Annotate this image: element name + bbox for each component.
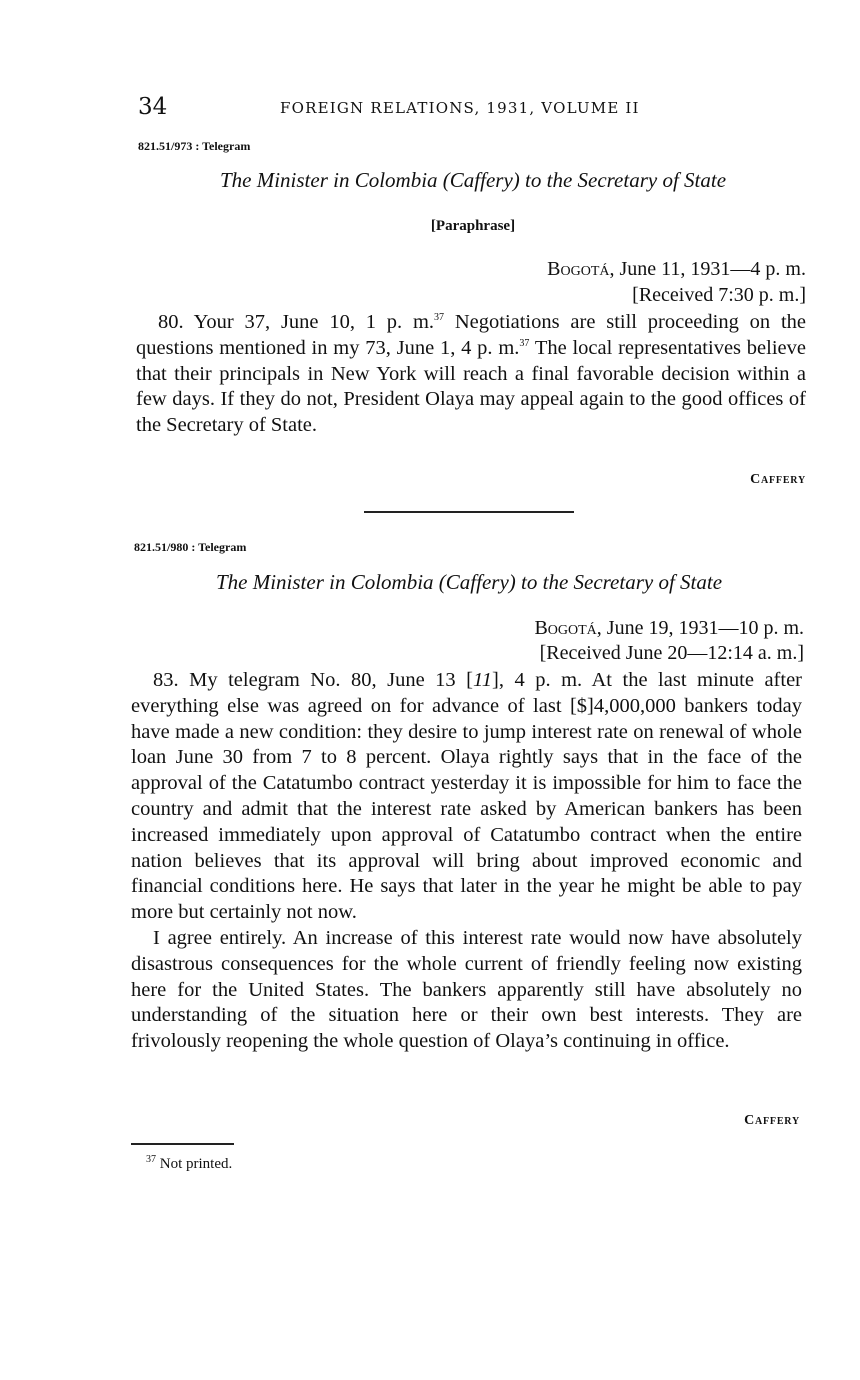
footnote-ref: 37 xyxy=(519,337,530,349)
doc1-file-number: 821.51/973 : Telegram xyxy=(138,139,251,153)
doc2-signature xyxy=(134,1113,800,1129)
doc2-paragraph-2: I agree entirely. An increase of this interest rate would now have absolutely disastrous consequences for the whole current of friendly feeling now existing here for the United States. The bankers apparently still have absolutely no understanding of the situation here or their own best interests. They are frivolously reopening the whole question of Olaya’s continuing in office. xyxy=(131,926,802,1053)
doc1-paraphrase-label: [Paraphrase] xyxy=(430,218,516,234)
doc2-received: [Received June 20—12:14 a. m.] xyxy=(539,642,804,664)
doc1-dateline-place: Bogotá, xyxy=(547,258,615,280)
doc1-dateline-date: June 11, 1931—4 p. m. xyxy=(619,258,806,280)
doc2-para1-part-a: 83. My telegram No. 80, June 13 [ xyxy=(153,669,474,691)
doc1-body-part-c: The local representatives believe that their principals in New York will reach a final favorable decision within a few days. If they do not, President Olaya may appeal again to the good offices of the Secretary of State. xyxy=(136,336,806,437)
doc1-body-part-b: Negotiations are still proceeding on the questions mentioned in my 73, June 1, 4 p. m. xyxy=(136,311,806,359)
footnote-text: Not printed. xyxy=(156,1156,233,1172)
doc2-title: The Minister in Colombia (Caffery) to the Secretary of State xyxy=(215,570,723,594)
doc1-paragraph xyxy=(136,310,806,439)
doc2-paragraph-1 xyxy=(131,668,802,926)
footnote-rule xyxy=(131,1143,234,1145)
doc1-dateline xyxy=(138,256,806,282)
doc1-signature xyxy=(138,472,806,488)
page-number: 34 xyxy=(138,94,168,120)
doc1-received: [Received 7:30 p. m.] xyxy=(632,284,806,306)
footnote-marker: 37 xyxy=(146,1154,156,1165)
doc2-file-number: 821.51/980 : Telegram xyxy=(134,540,247,554)
doc2-signature-text: Caffery xyxy=(744,1113,800,1128)
footnote-37 xyxy=(146,1156,232,1173)
doc1-signature-text: Caffery xyxy=(750,472,806,487)
doc2-para1-italic: 11 xyxy=(473,669,492,691)
doc2-body xyxy=(131,668,802,1055)
running-head: FOREIGN RELATIONS, 1931, VOLUME II xyxy=(280,99,640,117)
doc2-dateline xyxy=(134,615,804,641)
doc2-dateline-date: June 19, 1931—10 p. m. xyxy=(606,617,804,639)
doc1-body-part-a: 80. Your 37, June 10, 1 p. m. xyxy=(158,311,435,333)
section-divider xyxy=(364,511,574,513)
doc1-title: The Minister in Colombia (Caffery) to the Secretary of State xyxy=(219,168,727,192)
page-header xyxy=(138,94,808,122)
footnote-ref: 37 xyxy=(434,312,445,324)
doc1-body xyxy=(136,310,806,439)
doc2-dateline-place: Bogotá, xyxy=(534,617,602,639)
doc2-para1-part-b: ], 4 p. m. At the last minute after everything else was agreed on for advance of last [$]4,000,000 bankers today have made a new condition: they desire to jump interest rate on renewal of whole loan June 30 from 7 to 8 percent. Olaya rightly says that in the face of the approval of the Catatumbo contract yesterday it is impossible for him to face the country and admit that the interest rate asked by American bankers has been increased immediately upon approval of Catatumbo contract when the entire nation believes that its approval will bring about improved economic and financial conditions here. He says that later in the year he might be able to pay more but certainly not now. xyxy=(131,669,802,924)
